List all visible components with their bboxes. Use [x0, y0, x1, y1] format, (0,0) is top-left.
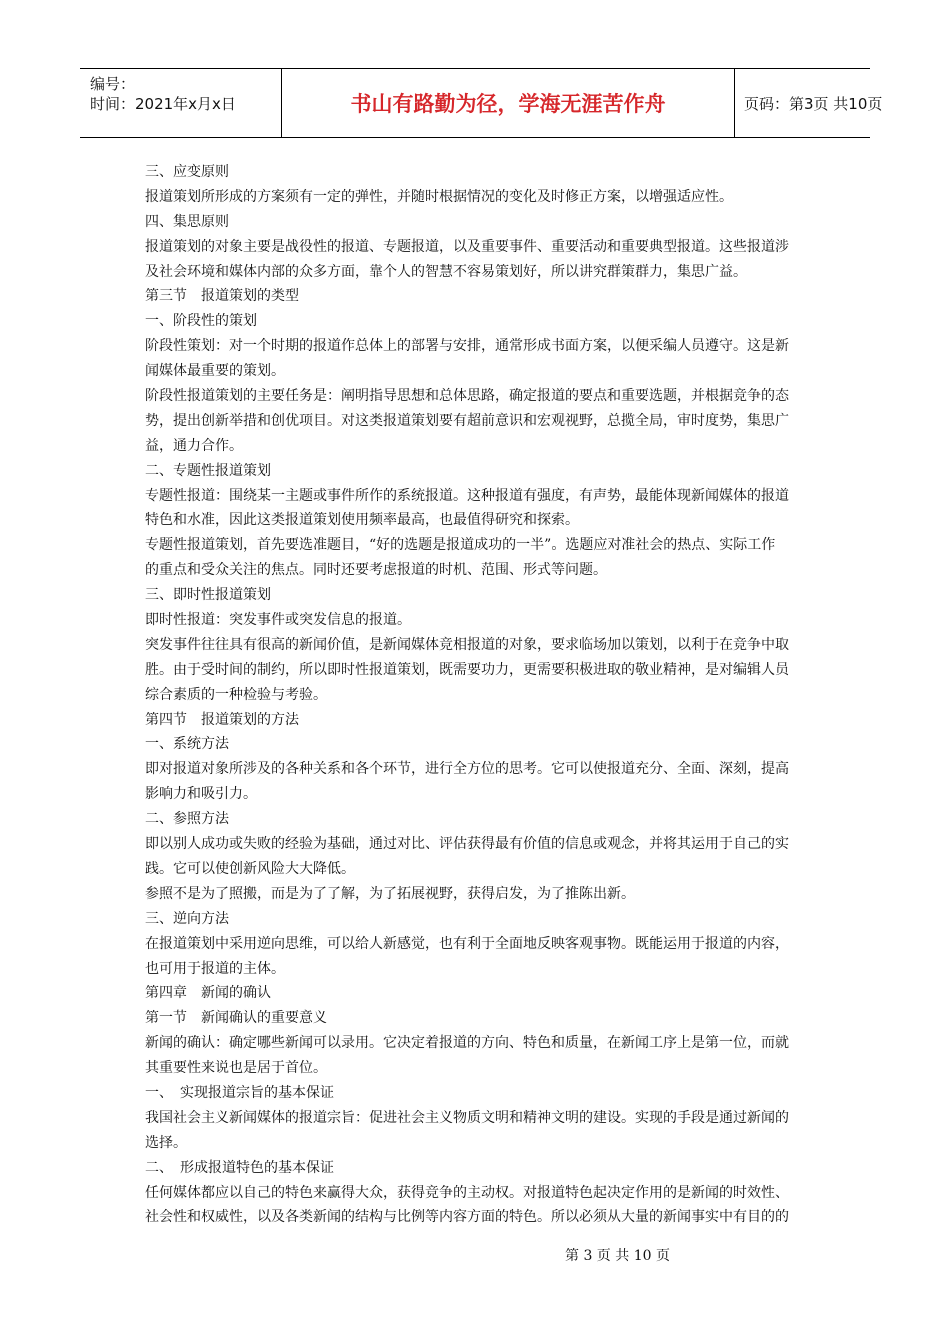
text-line: 影响力和吸引力。 [145, 786, 257, 803]
page-footer: 第 3 页 共 10 页 [565, 1248, 670, 1264]
header-motto: 书山有路勤为径，学海无涯苦作舟 [281, 69, 735, 137]
document-number-label: 编号： [90, 75, 136, 93]
text-line: 其重要性来说也是居于首位。 [145, 1060, 327, 1077]
text-line: 特色和水准，因此这类报道策划使用频率最高，也最值得研究和探索。 [145, 512, 579, 529]
text-line: 一、系统方法 [145, 736, 229, 753]
text-line: 势，提出创新举措和创优项目。对这类报道策划要有超前意识和宏观视野，总揽全局，审时度势，集思广 [145, 412, 789, 429]
text-line: 新闻的确认：确定哪些新闻可以录用。它决定着报道的方向、特色和质量，在新闻工序上是第一位，而就 [145, 1035, 789, 1052]
text-line: 闻媒体最重要的策划。 [145, 363, 285, 380]
text-line: 第三节 报道策划的类型 [145, 288, 299, 305]
text-line: 选择。 [145, 1134, 187, 1151]
text-line: 第四章 新闻的确认 [145, 985, 271, 1002]
text-line: 参照不是为了照搬，而是为了了解，为了拓展视野，获得启发，为了推陈出新。 [145, 885, 635, 902]
page-header [80, 68, 883, 138]
text-line: 专题性报道策划，首先要选准题目，“好的选题是报道成功的一半”。选题应对准社会的热点、实际工作 [145, 537, 776, 554]
text-line: 阶段性报道策划的主要任务是：阐明指导思想和总体思路，确定报道的要点和重要选题，并根据竞争的态 [145, 388, 789, 405]
text-line: 专题性报道：围绕某一主题或事件所作的系统报道。这种报道有强度，有声势，最能体现新闻媒体的报道 [145, 487, 789, 504]
text-line: 二、参照方法 [145, 811, 229, 828]
text-line: 四、集思原则 [145, 213, 229, 230]
text-line: 突发事件往往具有很高的新闻价值，是新闻媒体竞相报道的对象，要求临场加以策划，以利于在竞争中取 [145, 636, 789, 653]
text-line: 即对报道对象所涉及的各种关系和各个环节，进行全方位的思考。它可以使报道充分、全面、深刻，提高 [145, 761, 789, 778]
text-line: 二、专题性报道策划 [145, 462, 271, 479]
text-line: 报道策划所形成的方案须有一定的弹性，并随时根据情况的变化及时修正方案，以增强适应性。 [145, 188, 733, 205]
text-line: 二、 形成报道特色的基本保证 [145, 1159, 334, 1176]
text-line: 我国社会主义新闻媒体的报道宗旨：促进社会主义物质文明和精神文明的建设。实现的手段是通过新闻的 [145, 1109, 789, 1126]
text-line: 一、 实现报道宗旨的基本保证 [145, 1084, 334, 1101]
text-line: 综合素质的一种检验与考验。 [145, 686, 327, 703]
text-line: 阶段性策划：对一个时期的报道作总体上的部署与安排，通常形成书面方案，以便采编人员遵守。这是新 [145, 338, 789, 355]
text-line: 社会性和权威性，以及各类新闻的结构与比例等内容方面的特色。所以必须从大量的新闻事实中有目的的 [145, 1209, 789, 1226]
text-line: 在报道策划中采用逆向思维，可以给人新感觉，也有利于全面地反映客观事物。既能运用于报道的内容， [145, 935, 789, 952]
text-line: 报道策划的对象主要是战役性的报道、专题报道，以及重要事件、重要活动和重要典型报道。这些报道涉 [145, 238, 789, 255]
text-line: 任何媒体都应以自己的特色来赢得大众，获得竞争的主动权。对报道特色起决定作用的是新闻的时效性、 [145, 1184, 789, 1201]
document-date-label: 时间：2021年x月x日 [90, 95, 236, 113]
document-body [145, 160, 807, 1230]
text-line: 三、应变原则 [145, 164, 229, 180]
header-meta [80, 69, 280, 137]
text-line: 第一节 新闻确认的重要意义 [145, 1010, 327, 1027]
text-line: 即以别人成功或失败的经验为基础，通过对比、评估获得最有价值的信息或观念，并将其运用于自己的实 [145, 836, 789, 853]
text-line: 即时性报道：突发事件或突发信息的报道。 [145, 612, 411, 629]
text-line: 益，通力合作。 [145, 437, 243, 454]
text-line: 胜。由于受时间的制约，所以即时性报道策划，既需要功力，更需要积极进取的敬业精神，是对编辑人员 [145, 661, 789, 678]
text-line: 三、逆向方法 [145, 910, 229, 927]
text-line: 一、阶段性的策划 [145, 313, 257, 330]
text-line: 及社会环境和媒体内部的众多方面，靠个人的智慧不容易策划好，所以讲究群策群力，集思广益。 [145, 263, 747, 280]
text-line: 的重点和受众关注的焦点。同时还要考虑报道的时机、范围、形式等问题。 [145, 562, 607, 579]
header-page-label: 页码：第3页 共10页 [744, 94, 883, 113]
text-line: 也可用于报道的主体。 [145, 960, 285, 977]
text-line: 三、即时性报道策划 [145, 587, 271, 604]
text-line: 第四节 报道策划的方法 [145, 711, 299, 728]
text-line: 践。它可以使创新风险大大降低。 [145, 860, 355, 877]
